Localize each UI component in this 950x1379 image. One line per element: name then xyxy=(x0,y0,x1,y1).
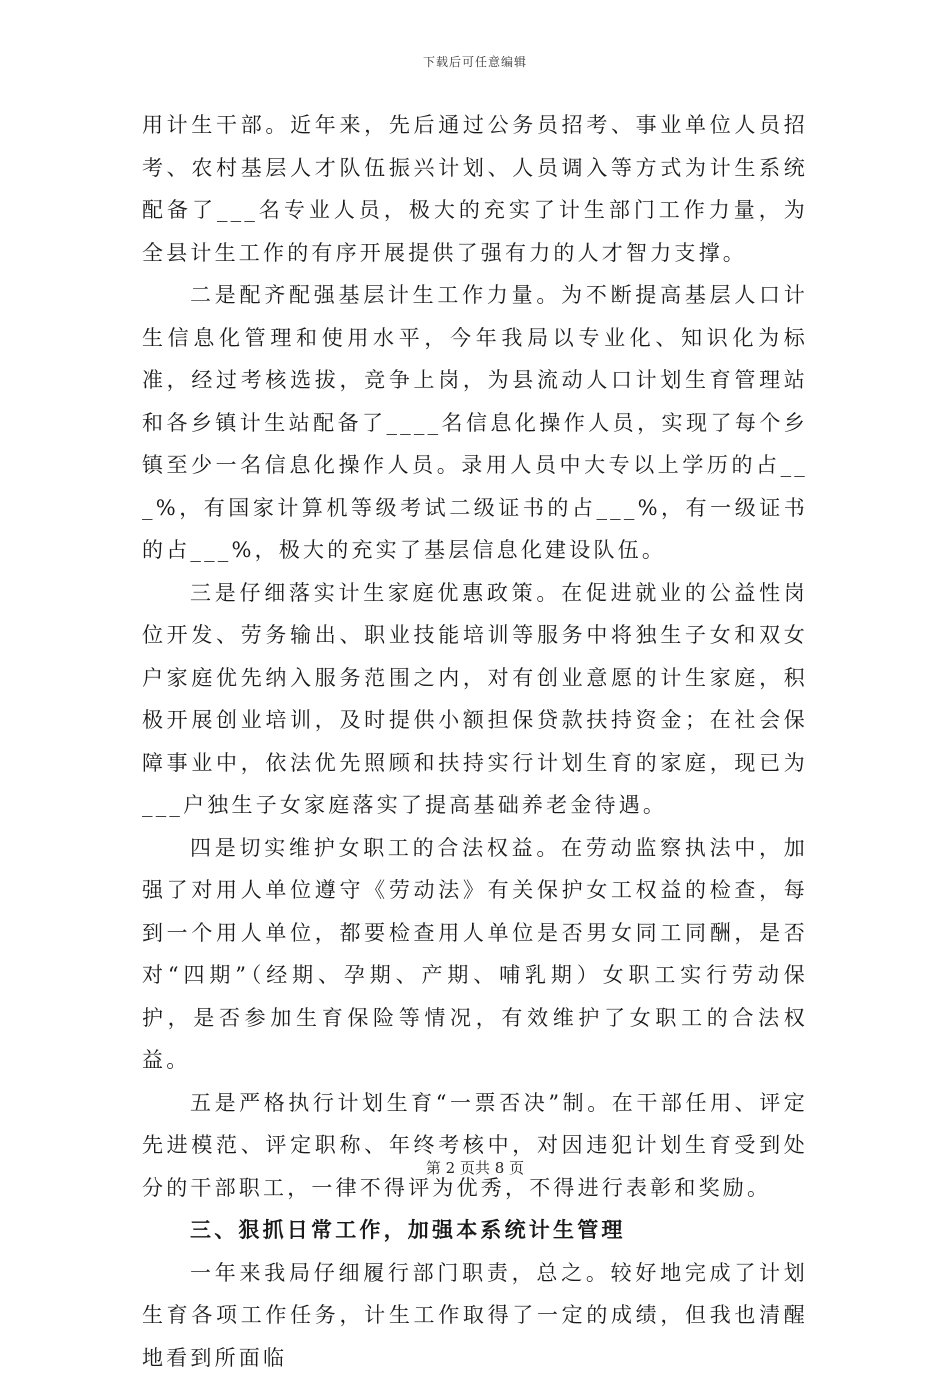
paragraph-staffing-grassroots: 二是配齐配强基层计生工作力量。为不断提高基层人口计生信息化管理和使用水平，今年我局以专业化、知识化为标准，经过考核选拔，竞争上岗，为县流动人口计划生育管理站和各乡镇计生站配备了____名信息化操作人员，实现了每个乡镇至少一名信息化操作人员。录用人员中大专以上学历的占___%，有国家计算机等级考试二级证书的占___%，有一级证书的占___%，极大的充实了基层信息化建设队伍。 xyxy=(142,274,808,572)
paragraph-family-policy: 三是仔细落实计生家庭优惠政策。在促进就业的公益性岗位开发、劳务输出、职业技能培训等服务中将独生子女和双女户家庭优先纳入服务范围之内，对有创业意愿的计生家庭，积极开展创业培训，及时提供小额担保贷款扶持资金；在社会保障事业中，依法优先照顾和扶持实行计划生育的家庭，现已为___户独生子女家庭落实了提高基础养老金待遇。 xyxy=(142,572,808,827)
page-header: 下载后可任意编辑 xyxy=(0,53,950,70)
document-body xyxy=(142,104,808,1379)
paragraph-continuation: 用计生干部。近年来，先后通过公务员招考、事业单位人员招考、农村基层人才队伍振兴计划、人员调入等方式为计生系统配备了___名专业人员，极大的充实了计生部门工作力量，为全县计生工作的有序开展提供了强有力的人才智力支撑。 xyxy=(142,104,808,274)
section-heading-three: 三、狠抓日常工作，加强本系统计生管理 xyxy=(142,1209,808,1252)
paragraph-female-workers-rights: 四是切实维护女职工的合法权益。在劳动监察执法中，加强了对用人单位遵守《劳动法》有关保护女工权益的检查，每到一个用人单位，都要检查用人单位是否男女同工同酬，是否对“四期”（经期、孕期、产期、哺乳期）女职工实行劳动保护，是否参加生育保险等情况，有效维护了女职工的合法权益。 xyxy=(142,827,808,1082)
page-number-footer: 第 2 页共 8 页 xyxy=(0,1157,950,1178)
paragraph-summary: 一年来我局仔细履行部门职责，总之。较好地完成了计划生育各项工作任务，计生工作取得了一定的成绩，但我也清醒地看到所面临 xyxy=(142,1252,808,1379)
paragraph-one-vote-veto: 五是严格执行计划生育“一票否决”制。在干部任用、评定先进模范、评定职称、年终考核中，对因违犯计划生育受到处分的干部职工，一律不得评为优秀，不得进行表彰和奖励。 xyxy=(142,1082,808,1210)
